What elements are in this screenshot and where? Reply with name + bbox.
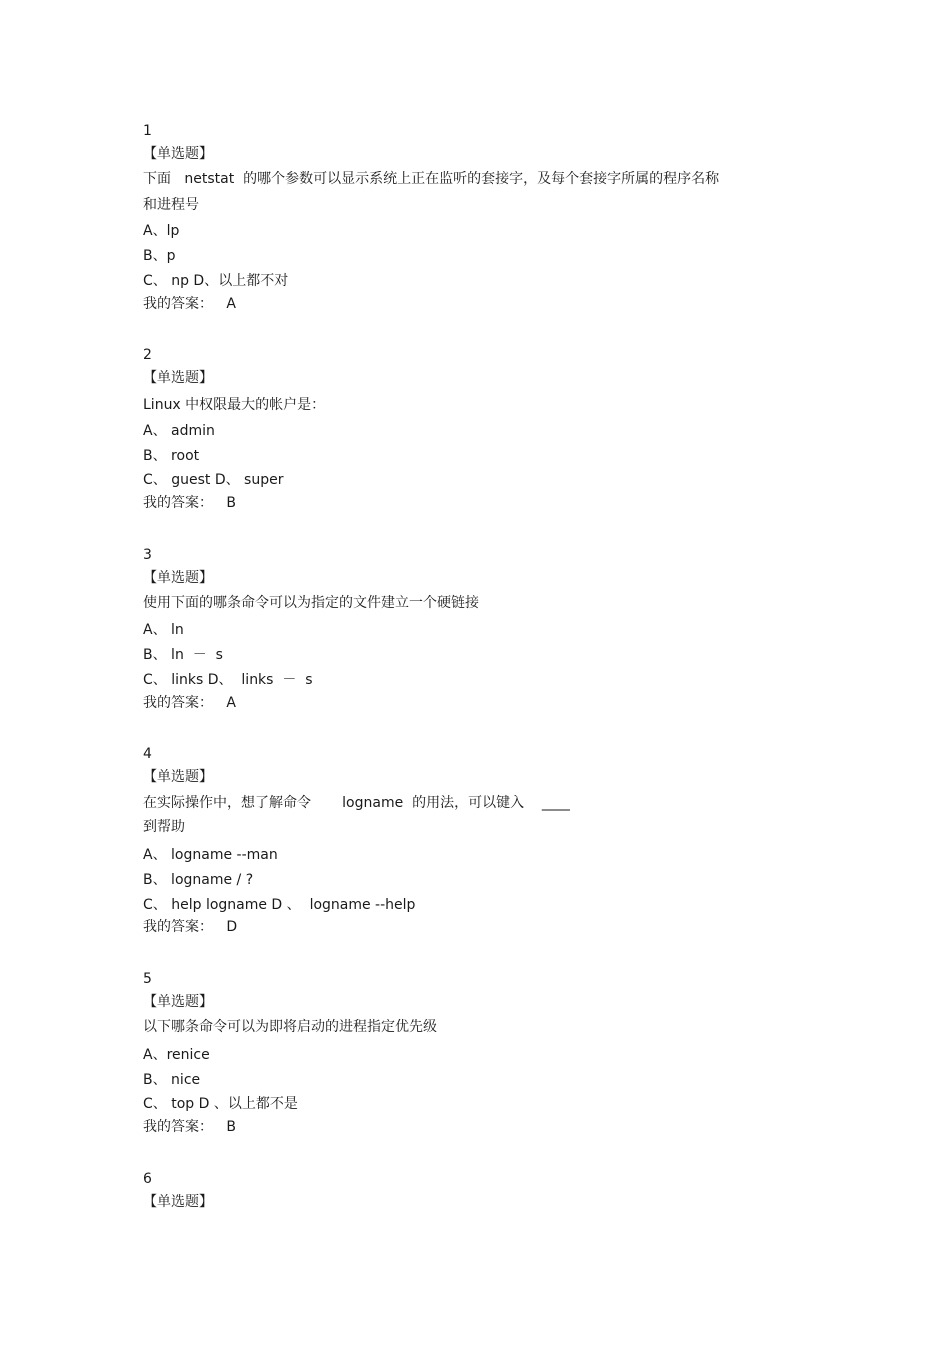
question-stem: 下面 netstat 的哪个参数可以显示系统上正在监听的套接字，及每个套接字所属的程序名称 [143,171,720,187]
option: A、renice [143,1047,210,1063]
question-type: 【单选题】 [143,370,213,386]
my-answer: 我的答案： A [143,296,236,312]
question-stem: 到帮助 [143,819,185,835]
question-stem: 在实际操作中，想了解命令 logname 的用法，可以键入 ____ [143,795,570,811]
my-answer: 我的答案： B [143,1119,236,1135]
option: A、 admin [143,423,215,439]
option: B、 nice [143,1072,201,1088]
option: B、p [143,248,176,264]
option: C、 guest D、 super [143,472,284,488]
question-number: 5 [143,971,152,987]
option: C、 np D、以上都不对 [143,273,289,289]
question-stem: 使用下面的哪条命令可以为指定的文件建立一个硬链接 [143,595,479,611]
question-stem: Linux 中权限最大的帐户是： [143,397,326,413]
my-answer: 我的答案： D [143,919,238,935]
question-stem: 以下哪条命令可以为即将启动的进程指定优先级 [143,1019,437,1035]
option: C、 top D 、以上都不是 [143,1096,298,1112]
question-type: 【单选题】 [143,1194,213,1210]
option: B、 logname / ? [143,872,254,888]
question-number: 3 [143,547,152,563]
question-number: 6 [143,1171,152,1187]
option: A、lp [143,223,180,239]
option: A、 ln [143,622,184,638]
option: C、 links D、 links － s [143,672,313,688]
option: A、 logname --man [143,847,278,863]
question-type: 【单选题】 [143,570,213,586]
question-number: 1 [143,123,152,139]
my-answer: 我的答案： A [143,695,236,711]
question-stem: 和进程号 [143,197,199,213]
question-number: 4 [143,746,152,762]
question-type: 【单选题】 [143,146,213,162]
option: C、 help logname D 、 logname --help [143,897,416,913]
question-type: 【单选题】 [143,769,213,785]
question-type: 【单选题】 [143,994,213,1010]
option: B、 ln － s [143,647,223,663]
question-number: 2 [143,347,152,363]
option: B、 root [143,448,200,464]
my-answer: 我的答案： B [143,495,236,511]
